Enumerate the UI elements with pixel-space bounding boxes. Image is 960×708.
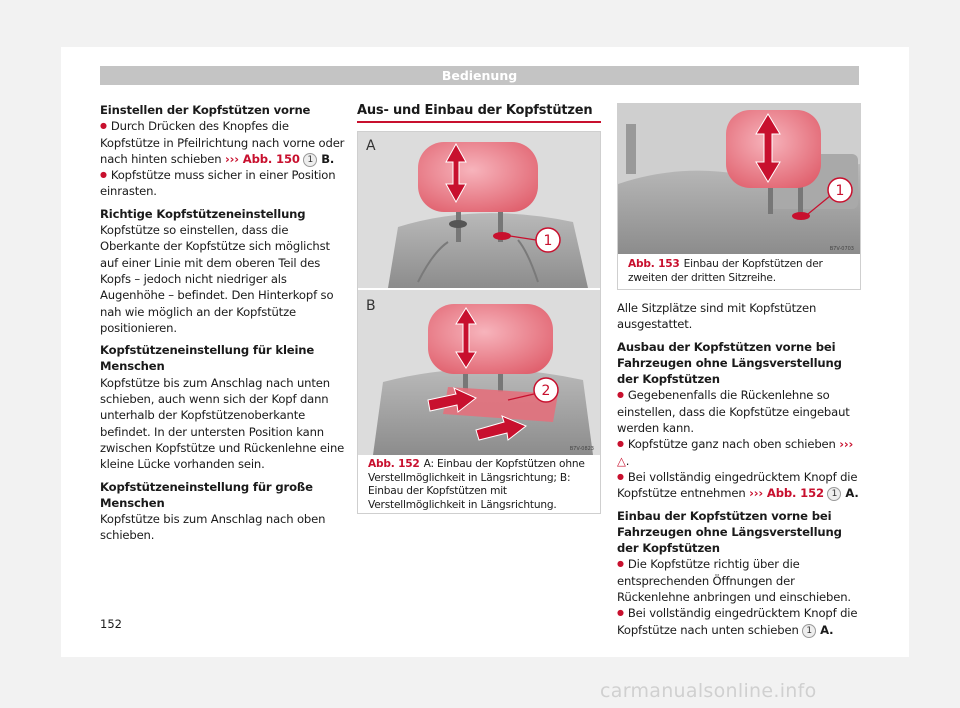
paragraph-tall-people: Kopfstütze bis zum Anschlag nach oben schieben. bbox=[100, 512, 326, 543]
callout-number: 1 bbox=[303, 153, 317, 167]
section-header: Bedienung bbox=[100, 66, 859, 85]
bullet-push-down: ● Bei vollständig eingedrücktem Knopf die Kopfstütze nach unten schieben 1 A. bbox=[617, 605, 863, 638]
figure-152-caption: Abb. 152 A: Einbau der Kopfstützen ohne Verstellmöglichkeit in Längsrichtung; B: Einbau der Kopfstützen mit Verstellmöglichkeit in Längsrichtung. bbox=[368, 458, 585, 511]
callout-label-2: 2 bbox=[541, 383, 551, 399]
bullet-press-button: ● Durch Drücken des Knopfes die Kopfstütze in Pfeilrichtung nach vorne oder nach hinten schieben ››› Abb. 150 1 B. bbox=[100, 118, 345, 167]
figure-code-153: B7V-0703 bbox=[829, 246, 854, 252]
warning-reference-link[interactable]: ››› bbox=[839, 437, 854, 452]
paragraph-all-seats: Alle Sitzplätze sind mit Kopfstützen ausgestattet. bbox=[617, 301, 817, 332]
figure-153-caption: Abb. 153 Einbau der Kopfstützen der zweiten der dritten Sitzreihe. bbox=[628, 258, 823, 284]
warning-triangle-icon: △ bbox=[617, 453, 626, 468]
heading-adjust-front: Einstellen der Kopfstützen vorne bbox=[100, 103, 311, 117]
heading-removal: Ausbau der Kopfstützen vorne bei Fahrzeugen ohne Längsverstellung der Kopfstützen bbox=[617, 339, 842, 387]
heading-correct-adjustment: Richtige Kopfstützeneinstellung bbox=[100, 206, 306, 221]
rear-headrest bbox=[726, 110, 821, 188]
title-underline bbox=[357, 121, 601, 123]
paragraph-correct-adjustment: Kopfstütze so einstellen, dass die Oberkante der Kopfstütze sich möglichst auf einer Linie mit dem oberen Teil des Kopfs – jedoch nicht niedriger als Augenhöhe – befindet. Den Hinterkopf so nah wie möglich an der Kopfstütze positionieren. bbox=[100, 223, 334, 335]
headrest-illustration-152 bbox=[358, 132, 600, 513]
figure-reference-link-152[interactable]: ››› Abb. 152 bbox=[749, 486, 824, 501]
column-right bbox=[617, 300, 863, 638]
panel-label-a: A bbox=[366, 138, 376, 154]
callout-label-1: 1 bbox=[543, 233, 553, 249]
bullet-lock-position: ● Kopfstütze muss sicher in einer Position einrasten. bbox=[100, 167, 345, 200]
bullet-insert: ● Die Kopfstütze richtig über die entsprechenden Öffnungen der Rückenlehne anbringen und einschieben. bbox=[617, 556, 863, 605]
watermark: carmanualsonline.info bbox=[600, 680, 817, 702]
headrest-illustration-153 bbox=[618, 104, 860, 254]
figure-152 bbox=[357, 131, 601, 514]
heading-tall-people: Kopfstützeneinstellung für große Menschen bbox=[100, 479, 313, 510]
paragraph-small-people: Kopfstütze bis zum Anschlag nach unten schieben, auch wenn sich der Kopf dann unterhalb der Kopfstützenoberkante befindet. In der untersten Position kann zwischen Kopfstütze und Rückenlehne eine kleine Lücke vorhanden sein. bbox=[100, 375, 345, 472]
section-title: Aus- und Einbau der Kopfstützen bbox=[357, 103, 593, 118]
bullet-remove: ● Bei vollständig eingedrücktem Knopf die Kopfstütze entnehmen ››› Abb. 152 1 A. bbox=[617, 469, 863, 502]
page-number: 152 bbox=[100, 617, 122, 631]
column-left bbox=[100, 102, 345, 544]
callout-label-153: 1 bbox=[835, 183, 845, 199]
seat-backrest bbox=[388, 213, 588, 288]
figure-reference-link[interactable]: ››› Abb. 150 bbox=[225, 151, 300, 166]
heading-small-people: Kopfstützeneinstellung für kleine Menschen bbox=[100, 343, 315, 374]
bullet-adjust-backrest: ● Gegebenenfalls die Rückenlehne so einstellen, dass die Kopfstütze eingebaut werden kann. bbox=[617, 387, 863, 436]
callout-number: 1 bbox=[802, 624, 816, 638]
figure-153 bbox=[617, 103, 861, 290]
heading-installation: Einbau der Kopfstützen vorne bei Fahrzeugen ohne Längsverstellung der Kopfstützen bbox=[617, 508, 842, 556]
figure-code: B7V-0823 bbox=[569, 446, 594, 452]
headrest-b bbox=[428, 304, 553, 374]
headrest bbox=[418, 142, 538, 212]
bullet-push-up: ● Kopfstütze ganz nach oben schieben ››› △. bbox=[617, 436, 863, 469]
callout-number: 1 bbox=[827, 487, 841, 501]
panel-label-b: B bbox=[366, 298, 376, 314]
